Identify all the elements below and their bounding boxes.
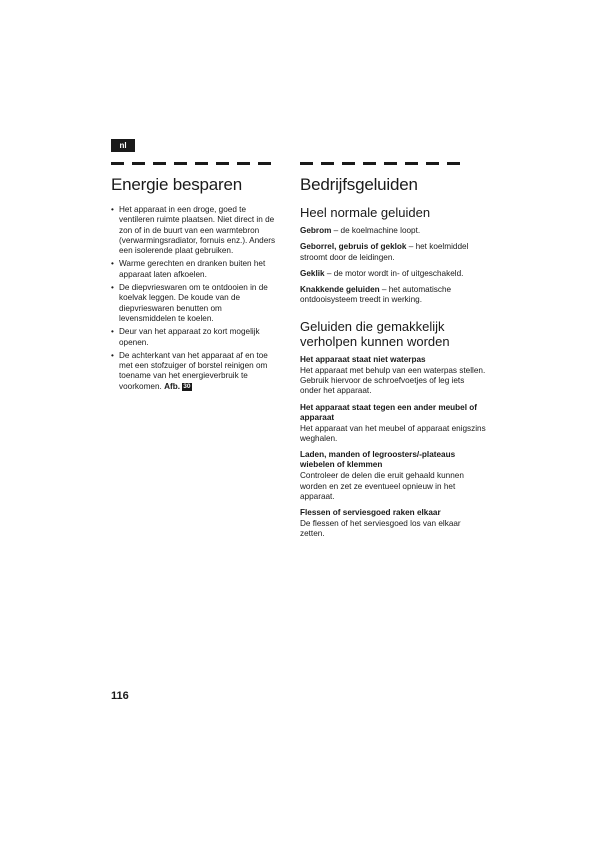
- problem-solution: De flessen of het serviesgoed los van elkaar zetten.: [300, 519, 461, 539]
- energy-saving-title: Energie besparen: [111, 175, 243, 194]
- list-item: • Het apparaat in een droge, goed te ventileren ruimte plaatsen. Niet direct in de zon of in de buurt van een warmtebron (verwarmingsradiator, fornuis enz.). Anders een isolerende plaat gebruiken.: [111, 205, 281, 256]
- problem-title: Het apparaat staat tegen een ander meubel of apparaat: [300, 402, 477, 422]
- language-badge: nl: [111, 139, 135, 152]
- problem-solution: Het apparaat van het meubel of apparaat enigszins weghalen.: [300, 423, 486, 443]
- noise-description: – het koelmiddel stroomt door de leidingen.: [300, 242, 469, 262]
- noise-description: – de koelmachine loopt.: [331, 226, 421, 235]
- noise-description: – het automatische ontdooisysteem treedt in werking.: [300, 285, 452, 305]
- problem-title: Flessen of serviesgoed raken elkaar: [300, 508, 441, 518]
- operating-noise-column: [300, 175, 486, 546]
- noise-term: Gebrom: [300, 226, 332, 235]
- noise-term: Geklik: [300, 268, 325, 278]
- noise-term: Knakkende geluiden: [300, 285, 380, 295]
- list-item: [111, 351, 281, 392]
- page-number: 116: [111, 690, 129, 702]
- section-divider-right: [300, 162, 484, 168]
- noise-description: – de motor wordt in- of uitgeschakeld.: [324, 268, 464, 278]
- noise-item: [300, 226, 486, 236]
- noise-item: [300, 285, 486, 306]
- noise-item: [300, 242, 486, 263]
- problem-solution: Controleer de delen die eruit gehaald kunnen worden en zet ze eventueel opnieuw in het apparaat.: [300, 471, 464, 501]
- list-item: • Warme gerechten en dranken buiten het apparaat laten afkoelen.: [111, 259, 281, 280]
- list-item: • Deur van het apparaat zo kort mogelijk openen.: [111, 327, 281, 348]
- list-item: • De diepvrieswaren om te ontdooien in de koelvak leggen. De koude van de diepvrieswaren benutten om levensmiddelen te koelen.: [111, 283, 281, 324]
- normal-noises-heading: Heel normale geluiden: [300, 205, 431, 220]
- problem-title: Het apparaat staat niet waterpas: [300, 354, 426, 364]
- problem-solution: Het apparaat met behulp van een waterpas stellen. Gebruik hiervoor de schroefvoetjes of leg iets onder het apparaat.: [300, 365, 486, 396]
- operating-noise-title: Bedrijfsgeluiden: [300, 175, 418, 194]
- section-divider-left: [111, 162, 279, 168]
- noise-item: [300, 269, 486, 279]
- figure-number-badge: 30: [183, 383, 191, 391]
- avoidable-noises-heading: Geluiden die gemakkelijk verholpen kunnen worden: [300, 318, 450, 349]
- problem-title: Laden, manden of legroosters/-plateaus wiebelen of klemmen: [300, 450, 456, 470]
- energy-saving-column: [111, 175, 281, 395]
- noise-term: Geborrel, gebruis of geklok: [300, 242, 407, 252]
- energy-tips-list: [111, 205, 281, 392]
- list-item-text: De achterkant van het apparaat af en toe met een stofzuiger of borstel reinigen om toename van het energieverbruik te voorkomen.: [119, 350, 268, 391]
- figure-reference: Afb.: [164, 381, 180, 391]
